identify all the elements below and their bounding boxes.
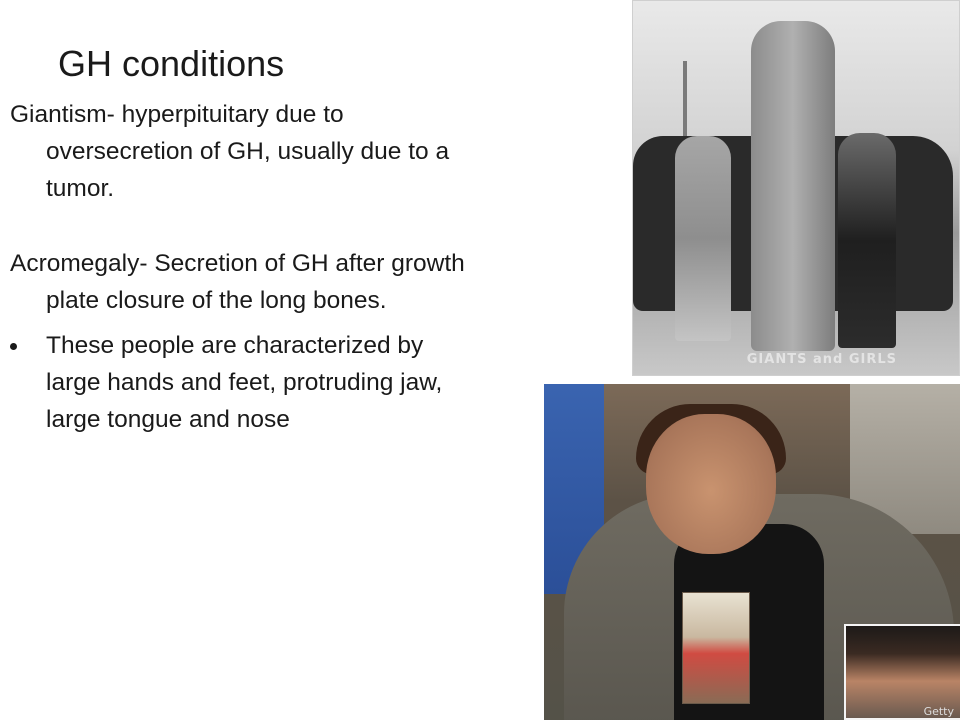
bullet-item <box>10 327 480 438</box>
tall-man-figure <box>751 21 835 351</box>
giant-photo <box>632 0 960 376</box>
man-face <box>646 414 776 554</box>
acromegaly-photo <box>544 384 960 720</box>
slide-title: GH conditions <box>58 43 285 84</box>
photo-watermark: GIANTS and GIRLS <box>746 352 897 367</box>
bullet-text: These people are characterized by large hands and feet, protruding jaw, large tongue and nose <box>46 332 443 433</box>
paragraph-acromegaly: Acromegaly- Secretion of GH after growth plate closure of the long bones. <box>10 250 465 314</box>
vip-badge <box>682 592 750 704</box>
woman-right-figure <box>838 133 896 348</box>
bullet-dot-icon <box>10 343 17 350</box>
photo-credit: Getty <box>923 705 954 718</box>
woman-left-figure <box>675 136 731 341</box>
slide-body <box>10 96 480 438</box>
paragraph-giantism: Giantism- hyperpituitary due to oversecretion of GH, usually due to a tumor. <box>10 101 450 202</box>
